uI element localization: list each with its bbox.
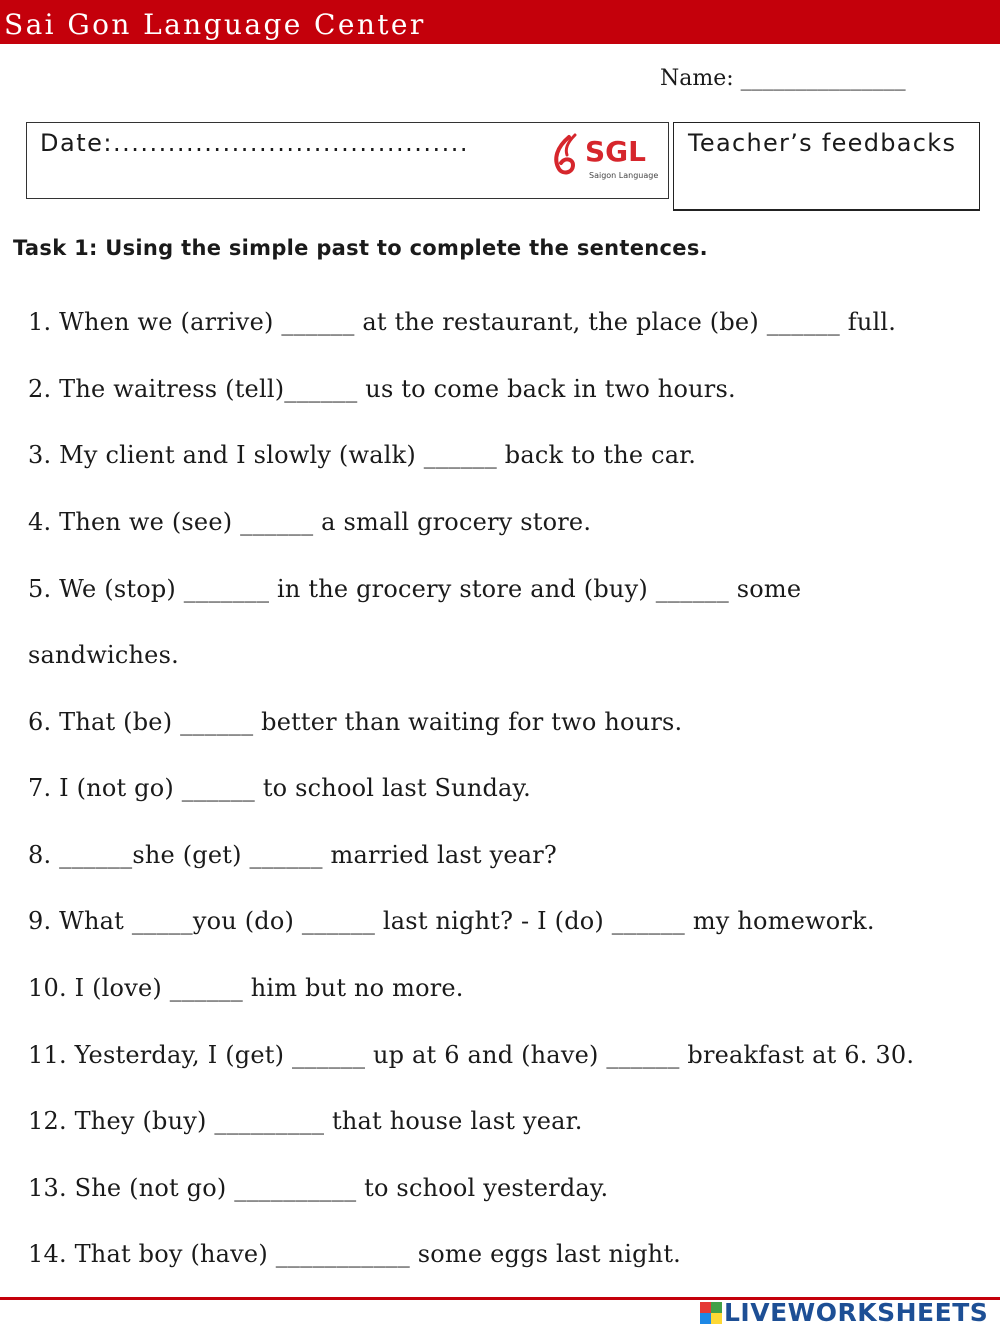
sgl-logo [547, 129, 657, 189]
liveworksheets-brand: LIVEWORKSHEETS [724, 1298, 989, 1327]
logo-subtext: Saigon Language [589, 171, 659, 180]
sentence-4[interactable]: 4. Then we (see) ______ a small grocery store. [28, 508, 592, 536]
logo-text: SGL [585, 135, 646, 168]
sentence-8[interactable]: 8. ______she (get) ______ married last year? [28, 841, 557, 869]
sentence-10[interactable]: 10. I (love) ______ him but no more. [28, 974, 464, 1002]
header-bar [0, 0, 1000, 44]
sgl-swirl-icon [547, 133, 587, 179]
feedback-box [673, 122, 980, 211]
sentence-11[interactable]: 11. Yesterday, I (get) ______ up at 6 and (have) ______ breakfast at 6. 30. [28, 1041, 915, 1069]
name-field: Name: _______________ [660, 66, 906, 91]
sentence-7[interactable]: 7. I (not go) ______ to school last Sunday. [28, 774, 531, 802]
header-title: Sai Gon Language Center [4, 8, 426, 41]
sentence-6[interactable]: 6. That (be) ______ better than waiting for two hours. [28, 708, 683, 736]
sentence-14[interactable]: 14. That boy (have) ___________ some eggs last night. [28, 1240, 681, 1268]
sentence-1[interactable]: 1. When we (arrive) ______ at the restaurant, the place (be) ______ full. [28, 308, 897, 336]
sentence-9[interactable]: 9. What _____you (do) ______ last night? - I (do) ______ my homework. [28, 907, 875, 935]
feedback-label: Teacher’s feedbacks [688, 129, 957, 157]
liveworksheets-logo[interactable] [700, 1300, 996, 1328]
date-label: Date:....................................... [40, 129, 469, 157]
sentence-12[interactable]: 12. They (buy) _________ that house last year. [28, 1107, 583, 1135]
sentence-5-continued: sandwiches. [28, 641, 179, 669]
task-title: Task 1: Using the simple past to complete the sentences. [13, 236, 708, 260]
sentence-2[interactable]: 2. The waitress (tell)______ us to come back in two hours. [28, 375, 736, 403]
date-box [26, 122, 669, 199]
sentence-3[interactable]: 3. My client and I slowly (walk) ______ back to the car. [28, 441, 697, 469]
sentence-13[interactable]: 13. She (not go) __________ to school yesterday. [28, 1174, 609, 1202]
sentence-5[interactable]: 5. We (stop) _______ in the grocery store and (buy) ______ some [28, 575, 802, 603]
liveworksheets-icon [700, 1302, 722, 1324]
